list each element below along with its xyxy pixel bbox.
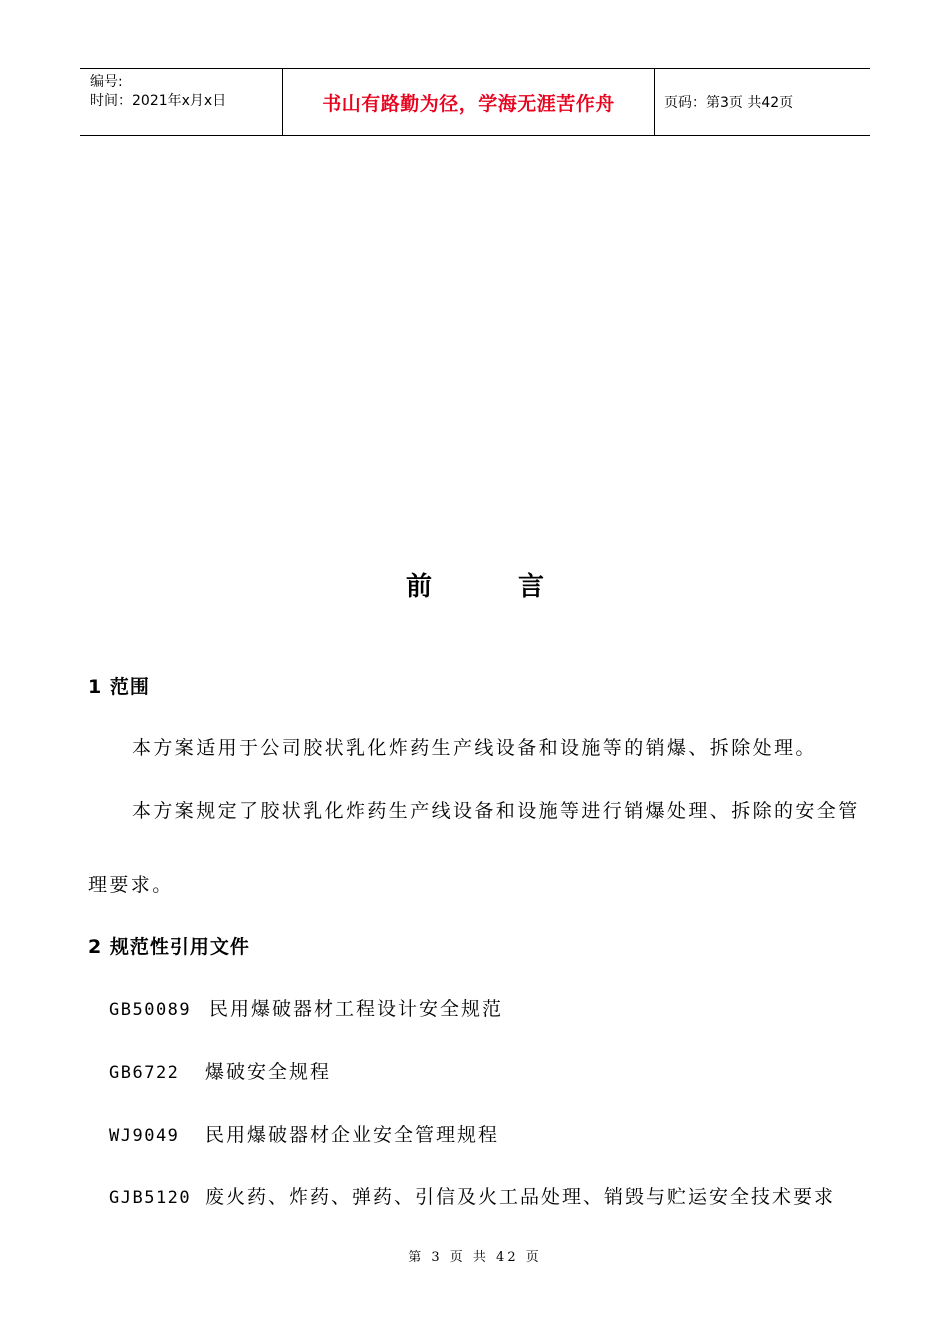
reference-item: [109, 1120, 499, 1147]
reference-code: GB50089: [109, 1000, 192, 1020]
reference-code: WJ9049: [109, 1126, 180, 1146]
header-page-info: 页码：第3页 共42页: [664, 95, 794, 111]
page-title: 前言: [405, 572, 630, 602]
scope-paragraph-2: 本方案规定了胶状乳化炸药生产线设备和设施等进行销爆处理、拆除的安全管: [132, 800, 860, 822]
reference-title: 民用爆破器材工程设计安全规范: [209, 998, 504, 1020]
reference-code: GJB5120: [109, 1188, 192, 1208]
reference-code: GB6722: [109, 1063, 180, 1083]
scope-paragraph-1: 本方案适用于公司胶状乳化炸药生产线设备和设施等的销爆、拆除处理。: [132, 737, 817, 759]
page-footer: 第 3 页 共 42 页: [408, 1250, 542, 1265]
reference-title: 爆破安全规程: [205, 1061, 332, 1083]
section-heading-references: 2 规范性引用文件: [88, 936, 250, 958]
header-meta: [80, 69, 282, 135]
document-number-label: 编号:: [90, 74, 123, 90]
header-motto: 书山有路勤为径，学海无涯苦作舟: [282, 69, 655, 135]
reference-item: [109, 994, 503, 1021]
document-time-label: 时间：2021年x月x日: [90, 93, 227, 109]
section-heading-scope: 1 范围: [88, 676, 150, 698]
scope-paragraph-2-cont: 理要求。: [88, 874, 174, 896]
page-header: [80, 68, 870, 136]
reference-title: 废火药、炸药、弹药、引信及火工品处理、销毁与贮运安全技术要求: [205, 1186, 836, 1208]
reference-item: [109, 1182, 835, 1209]
reference-item: [109, 1057, 331, 1084]
reference-title: 民用爆破器材企业安全管理规程: [205, 1124, 500, 1146]
